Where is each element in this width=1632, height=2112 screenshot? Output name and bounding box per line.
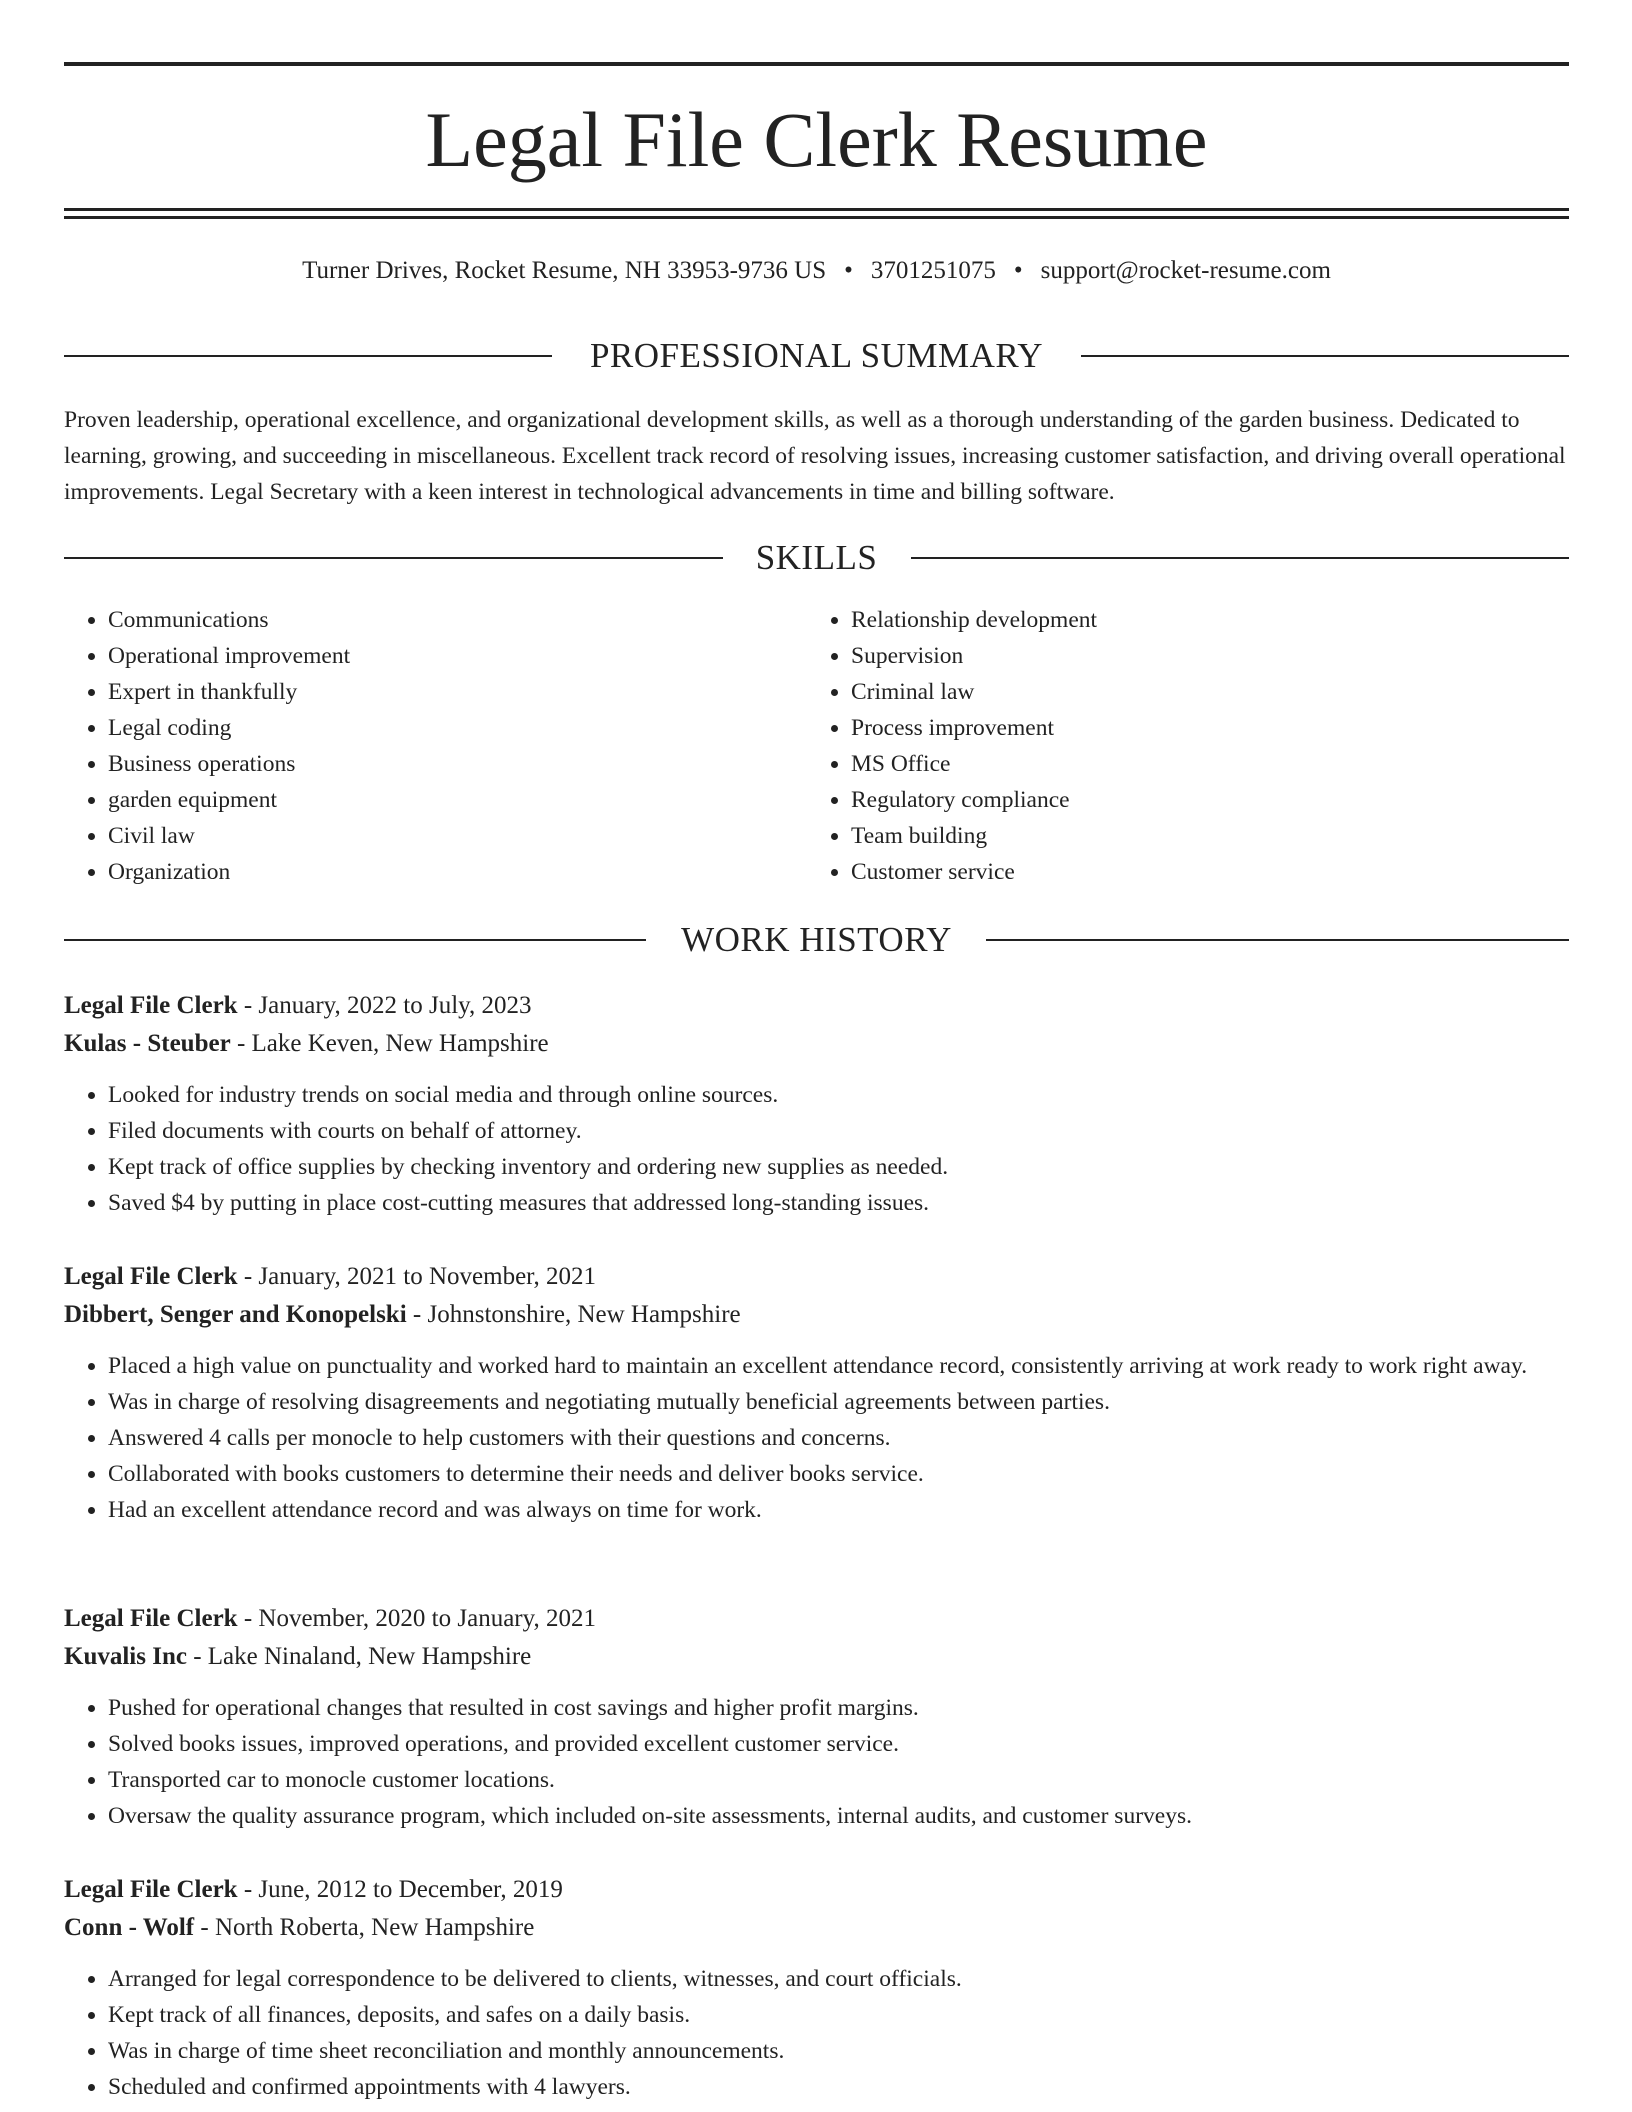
job-bullet: • Collaborated with books customers to determine their needs and deliver books service. (108, 1456, 1569, 1492)
job-location: - Lake Ninaland, New Hampshire (186, 1643, 532, 1670)
job-bullets (64, 1690, 1569, 1834)
skill-item: • Relationship development (851, 602, 1097, 638)
skill-item: • Business operations (108, 746, 350, 782)
job-bullet: • Looked for industry trends on social media and through online sources. (108, 1077, 1569, 1113)
job-heading (64, 1600, 1569, 1638)
page-title: Legal File Clerk Resume (425, 96, 1208, 183)
skill-item: • MS Office (851, 746, 1097, 782)
skill-item: • Expert in thankfully (108, 674, 350, 710)
skill-item: • Regulatory compliance (851, 782, 1097, 818)
title-rule-upper (64, 208, 1569, 211)
job-bullet: • Saved $4 by putting in place cost-cutting measures that addressed long-standing issues. (108, 1185, 1569, 1221)
job-bullet: • Scheduled and confirmed appointments with 4 lawyers. (108, 2069, 1569, 2105)
job-bullets (64, 1077, 1569, 1221)
job-bullets (64, 1348, 1569, 1528)
job-bullet: • Placed a high value on punctuality and worked hard to maintain an excellent attendance record, consistently arriving at work ready to work right away. (108, 1348, 1569, 1384)
job-dates: - January, 2022 to July, 2023 (237, 992, 532, 1019)
skill-item: • Process improvement (851, 710, 1097, 746)
title-rule-lower (64, 216, 1569, 219)
job-bullet: • Was in charge of time sheet reconciliation and monthly announcements. (108, 2033, 1569, 2069)
job-location: - Johnstonshire, New Hampshire (406, 1301, 741, 1328)
job-heading (64, 987, 1569, 1025)
skill-item: • Civil law (108, 818, 350, 854)
contact-line (64, 256, 1569, 286)
summary-paragraph: Proven leadership, operational excellence, and organizational development skills, as well as a thorough understanding of the garden business. Dedicated to learning, growing, and succeeding in miscellaneous. Excellent track record of resolving issues, increasing customer satisfaction, and driving overall operational improvements. Legal Secretary with a keen interest in technological advancements in time and billing software. (64, 407, 1566, 505)
job-bullet: • Kept track of all finances, deposits, and safes on a daily basis. (108, 1997, 1569, 2033)
job-title: Legal File Clerk (64, 1263, 238, 1290)
job-entry (64, 1871, 1569, 2105)
job-bullet: • Arranged for legal correspondence to be delivered to clients, witnesses, and court officials. (108, 1961, 1569, 1997)
job-company: Kuvalis Inc (64, 1643, 187, 1670)
job-entry (64, 987, 1569, 1221)
job-entry (64, 1258, 1569, 1528)
job-employer (64, 1909, 1569, 1947)
job-bullet: • Oversaw the quality assurance program, which included on-site assessments, internal audits, and customer surveys. (108, 1798, 1569, 1834)
job-bullets (64, 1961, 1569, 2105)
skill-item: • Communications (108, 602, 350, 638)
skill-item: • Criminal law (851, 674, 1097, 710)
contact-separator: • (844, 257, 853, 284)
job-company: Conn - Wolf (64, 1914, 195, 1941)
job-bullet: • Transported car to monocle customer locations. (108, 1762, 1569, 1798)
job-bullet: • Filed documents with courts on behalf of attorney. (108, 1113, 1569, 1149)
job-employer (64, 1025, 1569, 1063)
skills-column-left (64, 602, 350, 890)
skill-item: • Team building (851, 818, 1097, 854)
job-company: Kulas - Steuber (64, 1030, 231, 1057)
job-bullet: • Solved books issues, improved operations, and provided excellent customer service. (108, 1726, 1569, 1762)
job-employer (64, 1638, 1569, 1676)
contact-address: Turner Drives, Rocket Resume, NH 33953-9736 US (302, 257, 827, 284)
section-header-skills (64, 536, 1569, 580)
job-bullet: • Answered 4 calls per monocle to help customers with their questions and concerns. (108, 1420, 1569, 1456)
job-dates: - November, 2020 to January, 2021 (237, 1605, 596, 1632)
job-location: - Lake Keven, New Hampshire (230, 1030, 549, 1057)
job-location: - North Roberta, New Hampshire (194, 1914, 535, 1941)
skill-item: • Supervision (851, 638, 1097, 674)
job-entry (64, 1600, 1569, 1834)
contact-separator: • (1013, 257, 1023, 284)
skill-item: • Operational improvement (108, 638, 350, 674)
skill-item: • garden equipment (108, 782, 350, 818)
section-header-work (64, 918, 1569, 962)
job-company: Dibbert, Senger and Konopelski (64, 1301, 407, 1328)
contact-phone: 3701251075 (870, 257, 996, 284)
section-header-summary (64, 334, 1569, 378)
job-employer (64, 1296, 1569, 1334)
skill-item: • Customer service (851, 854, 1097, 890)
job-heading (64, 1871, 1569, 1909)
job-dates: - January, 2021 to November, 2021 (237, 1263, 596, 1290)
skills-column-right (807, 602, 1097, 890)
job-bullet: • Had an excellent attendance record and was always on time for work. (108, 1492, 1569, 1528)
job-dates: - June, 2012 to December, 2019 (237, 1876, 563, 1903)
job-heading (64, 1258, 1569, 1296)
job-bullet: • Was in charge of resolving disagreements and negotiating mutually beneficial agreements between parties. (108, 1384, 1569, 1420)
top-rule (64, 62, 1569, 66)
skill-item: • Legal coding (108, 710, 350, 746)
section-title-skills: SKILLS (755, 538, 878, 577)
job-title: Legal File Clerk (64, 992, 238, 1019)
contact-email: support@rocket-resume.com (1040, 257, 1331, 284)
job-title: Legal File Clerk (64, 1605, 238, 1632)
skill-item: • Organization (108, 854, 350, 890)
job-bullet: • Pushed for operational changes that resulted in cost savings and higher profit margins. (108, 1690, 1569, 1726)
job-title: Legal File Clerk (64, 1876, 238, 1903)
section-title-summary: PROFESSIONAL SUMMARY (589, 336, 1044, 375)
job-bullet: • Kept track of office supplies by checking inventory and ordering new supplies as needed. (108, 1149, 1569, 1185)
section-title-work: WORK HISTORY (681, 920, 952, 959)
